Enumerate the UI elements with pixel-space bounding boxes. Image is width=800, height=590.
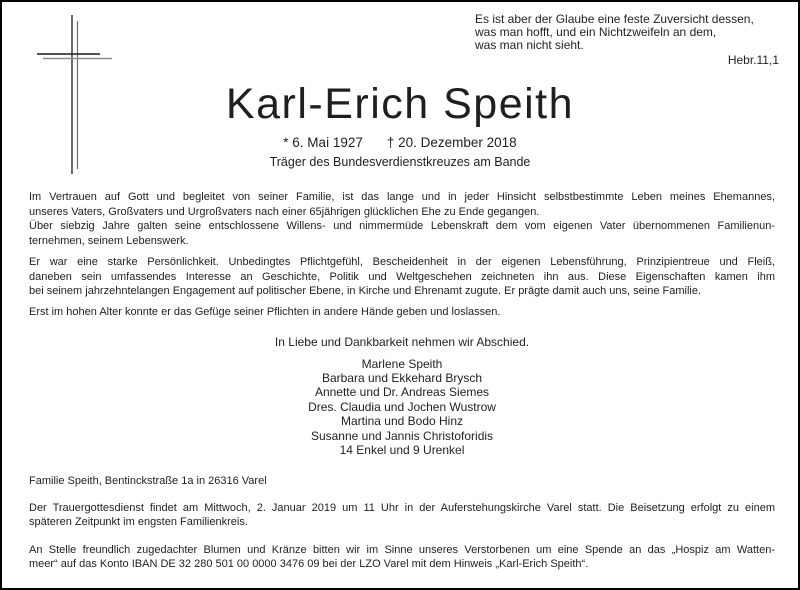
mourner-name: Marlene Speith (361, 356, 443, 371)
scripture-line: Es ist aber der Glaube eine feste Zuversicht dessen, (475, 12, 754, 26)
mourners-list (29, 357, 775, 458)
farewell-line: In Liebe und Dankbarkeit nehmen wir Abschied. (274, 335, 530, 349)
obituary-paragraph-3 (29, 305, 775, 320)
text-line: Er war eine starke Persönlichkeit. Unbedingtes Pflichtgefühl, Bescheidenheit in der eigenen Lebensführung, Prinzipientreue und Fleiß, (29, 256, 775, 268)
text-line: An Stelle freundlich zugedachter Blumen und Kränze bitten wir im Sinne unseres Verstorbenen um eine Spende an das „Hospiz am Watten- (29, 543, 775, 556)
mourner-name: Martina und Bodo Hinz (340, 414, 464, 429)
text-line: Erst im hohen Alter konnte er das Gefüge seiner Pflichten in andere Hände geben und loslassen. (29, 305, 501, 318)
text-line: Der Trauergottesdienst findet am Mittwoch, 2. Januar 2019 um 11 Uhr in der Auferstehungskirche Varel statt. Die Beisetzung erfolgt zu einem (29, 501, 775, 514)
donation-info (29, 543, 775, 572)
life-dates (2, 135, 798, 150)
scripture-line: was man hofft, und ein Nichtzweifeln an dem, (475, 24, 717, 39)
text-line: ternehmen, seinem Lebenswerk. (29, 234, 189, 247)
obituary-paragraph-1 (29, 190, 775, 248)
text-line: Familie Speith, Bentinckstraße 1a in 26316 Varel (29, 475, 267, 488)
text-line: meer“ auf das Konto IBAN DE 32 280 501 00 0000 3476 09 bei der LZO Varel mit dem Hinweis „Karl-Erich Speith“. (29, 558, 589, 571)
text-line: Im Vertrauen auf Gott und begleitet von seiner Familie, ist das lange und in jeder Hinsicht selbstbestimmte Leben meines Ehemannes, (29, 191, 775, 203)
death-date: † 20. Dezember 2018 (386, 135, 517, 150)
mourner-name: Dres. Claudia und Jochen Wustrow (308, 399, 496, 414)
text-line: späteren Zeitpunkt im engsten Familienkreis. (29, 516, 248, 529)
mourner-name: Susanne und Jannis Christoforidis (310, 428, 494, 443)
honor-title: Träger des Bundesverdienstkreuzes am Bande (269, 155, 531, 169)
text-line: Über siebzig Jahre galten seine entschlossene Willens- und nimmermüde Lebenskraft dem vom eigenen Vater übernommenen Familienun- (29, 220, 775, 232)
text-line: unseres Vaters, Großvaters und Urgroßvaters nach einer 65jährigen glücklichen Ehe zu Ende gegangen. (29, 205, 540, 218)
scripture-attribution: Hebr.11,1 (727, 52, 779, 67)
grandchildren-count: 14 Enkel und 9 Urenkel (339, 442, 465, 457)
text-line: bei seinem jahrzehntelangen Engagement auf politischer Ebene, in Kirche und Ehrenamt zugute. Er prägte damit auch uns, seine Familie. (29, 285, 702, 297)
mourner-name: Annette und Dr. Andreas Siemes (314, 385, 490, 400)
service-info (29, 501, 775, 530)
obituary-paragraph-2 (29, 255, 775, 299)
birth-date: * 6. Mai 1927 (283, 135, 363, 150)
mourner-name: Barbara und Ekkehard Brysch (321, 370, 483, 385)
header (2, 81, 798, 169)
family-address (29, 474, 775, 489)
scripture-quote (475, 13, 779, 67)
obituary-body (29, 190, 775, 572)
scripture-line: was man nicht sieht. (475, 37, 584, 52)
text-line: daneben sein umfassendes Interesse an Geschichte, Politik und Weltgeschehen zeichneten ihn aus. Diese Eigenschaften kamen ihm (29, 270, 775, 283)
deceased-name: Karl-Erich Speith (225, 80, 575, 128)
